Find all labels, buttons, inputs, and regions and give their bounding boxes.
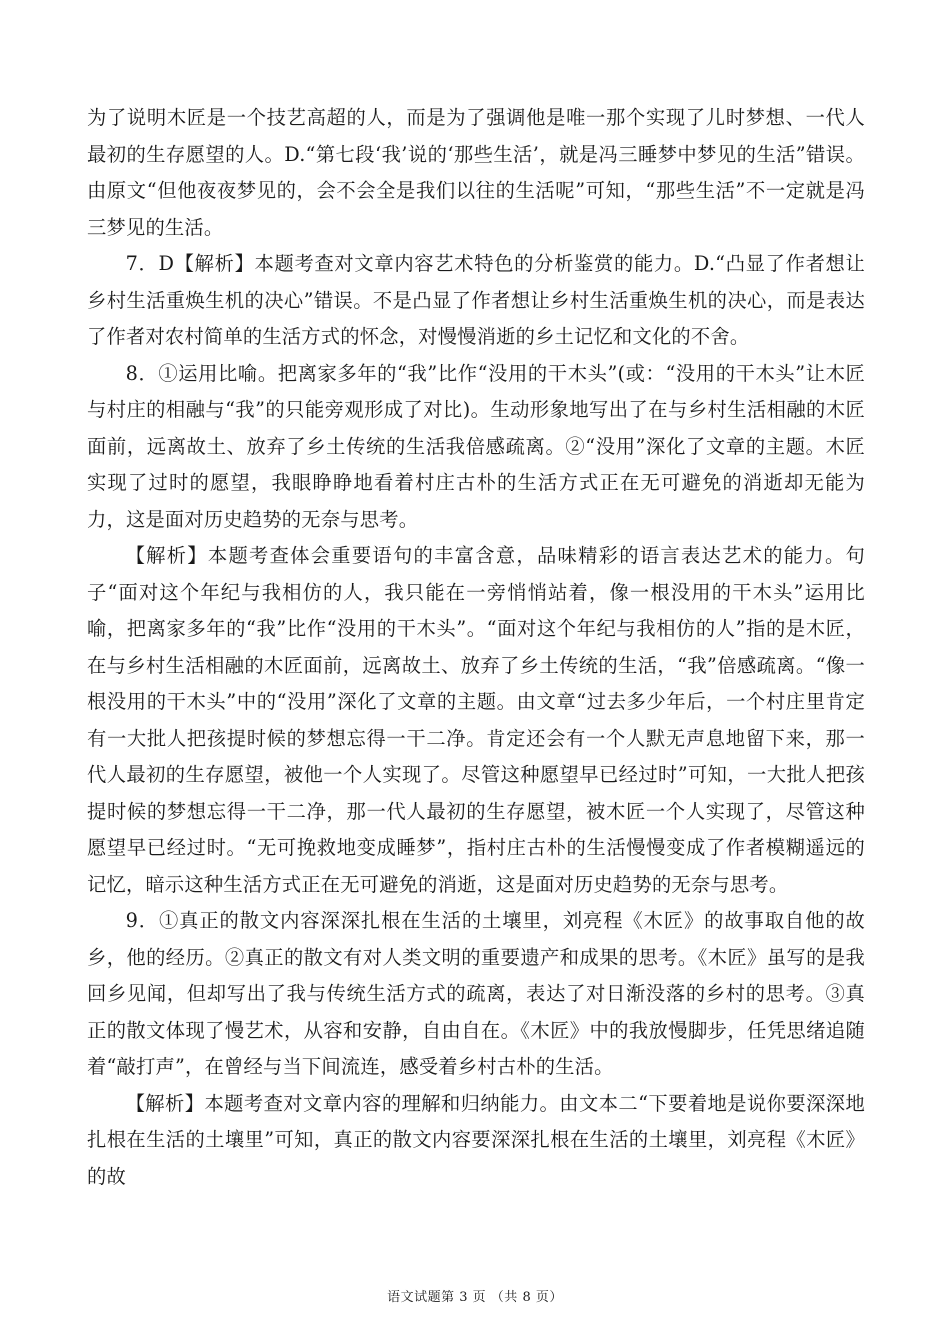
paragraph-analysis-9: 【解析】本题考查对文章内容的理解和归纳能力。由文本二“下要着地是说你要深深地扎根在生活的土壤里”可知，真正的散文内容要深深扎根在生活的土壤里，刘亮程《木匠》的故 [87,1091,865,1188]
paragraph-answer-8: 8．①运用比喻。把离家多年的“我”比作“没用的干木头”(或：“没用的干木头”让木匠与村庄的相融与“我”的只能旁观形成了对比)。生动形象地写出了在与乡村生活相融的木匠面前，远离故土、放弃了乡土传统的生活我倍感疏离。②“没用”深化了文章的主题。木匠实现了过时的愿望，我眼睁睁地看着村庄古朴的生活方式正在无可避免的消逝却无能为力，这是面对历史趋势的无奈与思考。 [87,361,865,531]
page-body [87,100,865,1195]
paragraph-continued-analysis: 为了说明木匠是一个技艺高超的人，而是为了强调他是唯一那个实现了儿时梦想、一代人最初的生存愿望的人。D.“第七段‘我’说的‘那些生活’，就是冯三睡梦中梦见的生活”错误。由原文“但他夜夜梦见的，会不会全是我们以往的生活呢”可知，“那些生活”不一定就是冯三梦见的生活。 [87,106,865,239]
paragraph-answer-9: 9．①真正的散文内容深深扎根在生活的土壤里，刘亮程《木匠》的故事取自他的故乡，他的经历。②真正的散文有对人类文明的重要遗产和成果的思考。《木匠》虽写的是我回乡见闻，但却写出了我与传统生活方式的疏离，表达了对日渐没落的乡村的思考。③真正的散文体现了慢艺术，从容和安静，自由自在。《木匠》中的我放慢脚步，任凭思绪追随着“敲打声”，在曾经与当下间流连，感受着乡村古朴的生活。 [87,909,865,1078]
paragraph-answer-7: 7．D【解析】本题考查对文章内容艺术特色的分析鉴赏的能力。D.“凸显了作者想让乡村生活重焕生机的决心”错误。不是凸显了作者想让乡村生活重焕生机的决心，而是表达了作者对农村简单的生活方式的怀念，对慢慢消逝的乡土记忆和文化的不舍。 [87,252,865,348]
page-footer: 语文试题第 3 页 （共 8 页） [387,1290,563,1305]
paragraph-analysis-8: 【解析】本题考查体会重要语句的丰富含意，品味精彩的语言表达艺术的能力。句子“面对这个年纪与我相仿的人，我只能在一旁悄悄站着，像一根没用的干木头”运用比喻，把离家多年的“我”比作“没用的干木头”。“面对这个年纪与我相仿的人”指的是木匠，在与乡村生活相融的木匠面前，远离故土、放弃了乡土传统的生活，“我”倍感疏离。“像一根没用的干木头”中的“没用”深化了文章的主题。由文章“过去多少年后，一个村庄里肯定有一大批人把孩提时候的梦想忘得一干二净。肯定还会有一个人默无声息地留下来，那一代人最初的生存愿望，被他一个人实现了。尽管这种愿望早已经过时”可知，一大批人把孩提时候的梦想忘得一干二净，那一代人最初的生存愿望，被木匠一个人实现了，尽管这种愿望早已经过时。“无可挽救地变成睡梦”，指村庄古朴的生活慢慢变成了作者模糊遥远的记忆，暗示这种生活方式正在无可避免的消逝，这是面对历史趋势的无奈与思考。 [87,544,865,896]
